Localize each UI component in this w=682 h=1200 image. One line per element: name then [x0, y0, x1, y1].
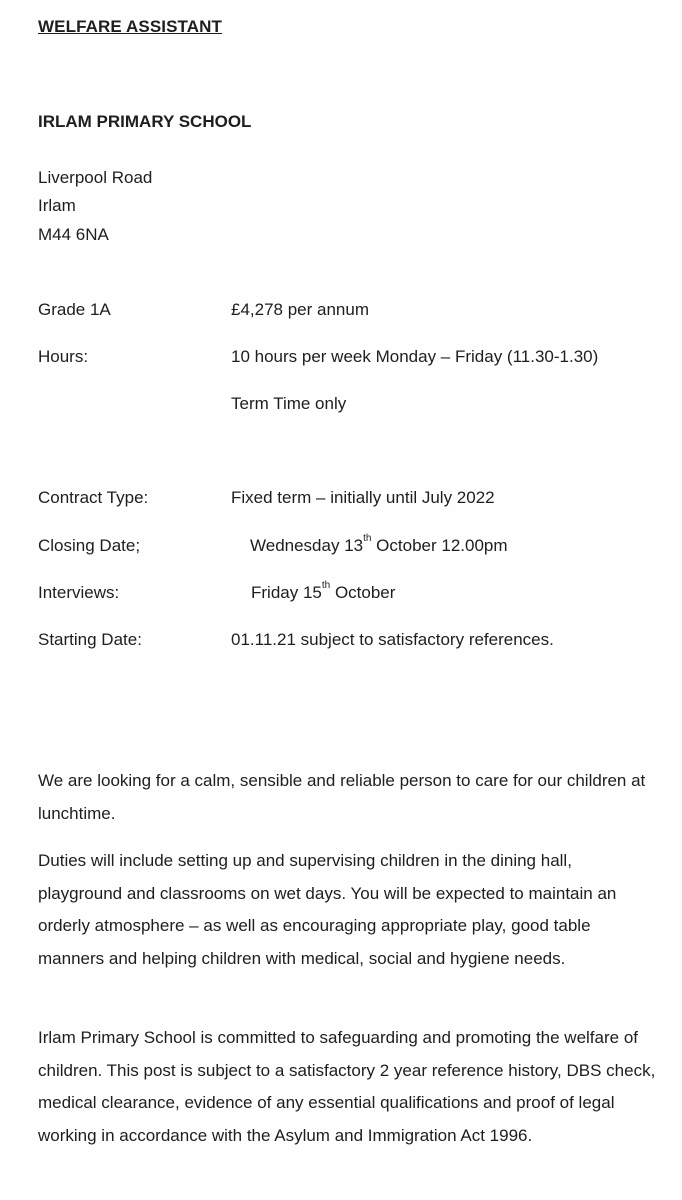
closing-date-rest: October 12.00pm	[371, 536, 508, 555]
closing-date-label: Closing Date;	[38, 536, 141, 555]
hours-value: 10 hours per week Monday – Friday (11.30-1.30)	[231, 347, 599, 366]
interviews-value	[251, 580, 396, 603]
starting-date-label: Starting Date:	[38, 630, 142, 649]
duties-paragraph: Duties will include setting up and supervising children in the dining hall, playground and classrooms on wet days. You will be expected to maintain an orderly atmosphere – as well as encouraging appropriate play, good table manners and helping children with medical, social and hygiene needs.	[38, 851, 617, 968]
closing-date-value	[250, 533, 508, 556]
interviews-label: Interviews:	[38, 583, 120, 602]
grade-value: £4,278 per annum	[231, 300, 369, 319]
address-line-town: Irlam	[38, 196, 76, 215]
contract-type-value: Fixed term – initially until July 2022	[231, 488, 495, 507]
school-name: IRLAM PRIMARY SCHOOL	[38, 112, 252, 131]
address-line-street: Liverpool Road	[38, 168, 153, 187]
closing-date-day: Wednesday 13	[250, 536, 364, 555]
contract-type-label: Contract Type:	[38, 488, 149, 507]
intro-paragraph: We are looking for a calm, sensible and reliable person to care for our children at lunchtime.	[38, 771, 646, 823]
interviews-rest: October	[330, 583, 396, 602]
hours-note: Term Time only	[231, 394, 347, 413]
closing-date-ordinal: th	[363, 533, 372, 544]
hours-label: Hours:	[38, 347, 89, 366]
safeguarding-paragraph: Irlam Primary School is committed to safeguarding and promoting the welfare of children. This post is subject to a satisfactory 2 year reference history, DBS check, medical clearance, evidence of any essential qualifications and proof of legal working in accordance with the Asylum and Immigration Act 1996.	[38, 1028, 656, 1145]
starting-date-value: 01.11.21 subject to satisfactory references.	[231, 630, 554, 649]
grade-label: Grade 1A	[38, 300, 111, 319]
job-title: WELFARE ASSISTANT	[38, 17, 222, 36]
interviews-ordinal: th	[321, 580, 331, 591]
interviews-day: Friday 15	[251, 583, 322, 602]
address-line-postcode: M44 6NA	[38, 225, 109, 244]
